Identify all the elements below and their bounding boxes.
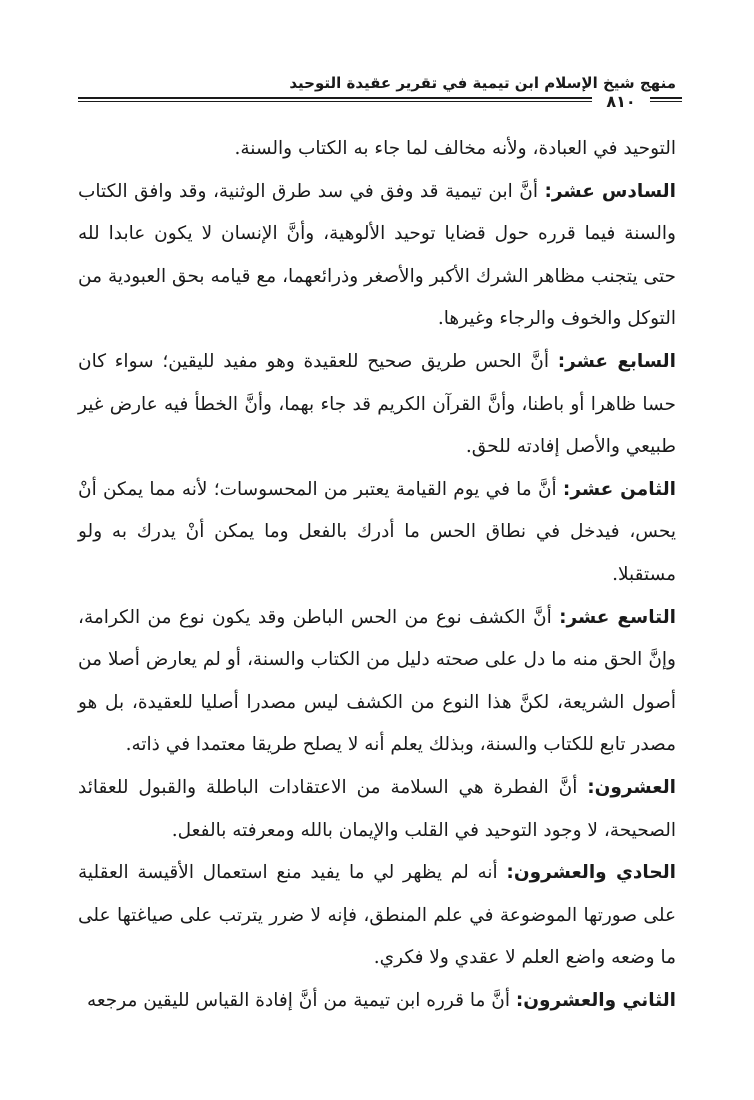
paragraph-lead: السابع عشر: [557,350,676,372]
paragraph [78,980,676,1023]
paragraph [78,469,676,597]
paragraph [78,852,676,980]
paragraph-text: أنه لم يظهر لي ما يفيد منع استعمال الأقيسة العقلية على صورتها الموضوعة في علم المنطق، فإنه لا ضرر يترتب على صياغتها على ما وضعه واضع العلم لا عقدي ولا فكري. [78,862,676,969]
paragraph [78,128,676,171]
paragraph [78,767,676,852]
paragraph-lead: التاسع عشر: [559,606,676,628]
paragraph-text: أنَّ ابن تيمية قد وفق في سد طرق الوثنية، وقد وافق الكتاب والسنة فيما قرره حول قضايا توحيد الألوهية، وأنَّ الإنسان لا يكون عابدا لله حتى يتجنب مظاهر الشرك الأكبر والأصغر وذرائعهما، مع قيامه بحق العبودية من التوكل والخوف والرجاء وغيرها. [78,180,676,330]
body-text [78,128,676,1022]
paragraph-text: أنَّ الكشف نوع من الحس الباطن وقد يكون نوع من الكرامة، وإنَّ الحق منه ما دل على صحته دليل من الكتاب والسنة، أو لم يعارض أصلا من أصول الشريعة، لكنَّ هذا النوع من الكشف ليس مصدرا أصليا للعقيدة، بل هو مصدر تابع للكتاب والسنة، وبذلك يعلم أنه لا يصلح طريقا معتمدا في ذاته. [78,606,676,756]
paragraph [78,341,676,469]
paragraph-lead: الحادي والعشرون: [506,862,676,884]
paragraph-lead: الثامن عشر: [562,478,676,500]
paragraph-text: التوحيد في العبادة، ولأنه مخالف لما جاء به الكتاب والسنة. [234,138,676,159]
paragraph [78,597,676,767]
paragraph-lead: الثاني والعشرون: [515,989,676,1011]
paragraph [78,171,676,341]
page-number: ٨١٠ [592,93,650,111]
paragraph-lead: العشرون: [587,776,676,798]
paragraph-text: أنَّ ما في يوم القيامة يعتبر من المحسوسات؛ لأنه مما يمكن أنْ يحس، فيدخل في نطاق الحس ما أدرك بالفعل وما يمكن أنْ يدرك به ولو مستقبلا. [78,478,676,585]
running-header-title: منهج شيخ الإسلام ابن تيمية في تقرير عقيدة التوحيد [289,74,676,92]
paragraph-lead: السادس عشر: [544,180,676,202]
paragraph-text: أنَّ الفطرة هي السلامة من الاعتقادات الباطلة والقبول للعقائد الصحيحة، لا وجود التوحيد في القلب والإيمان بالله ومعرفته بالفعل. [78,776,676,841]
paragraph-text: أنَّ ما قرره ابن تيمية من أنَّ إفادة القياس لليقين مرجعه [86,989,516,1011]
paragraph-text: أنَّ الحس طريق صحيح للعقيدة وهو مفيد لليقين؛ سواء كان حسا ظاهرا أو باطنا، وأنَّ القرآن الكريم قد جاء بهما، وأنَّ الخطأ فيه عارض غير طبيعي والأصل إفادته للحق. [78,350,676,458]
